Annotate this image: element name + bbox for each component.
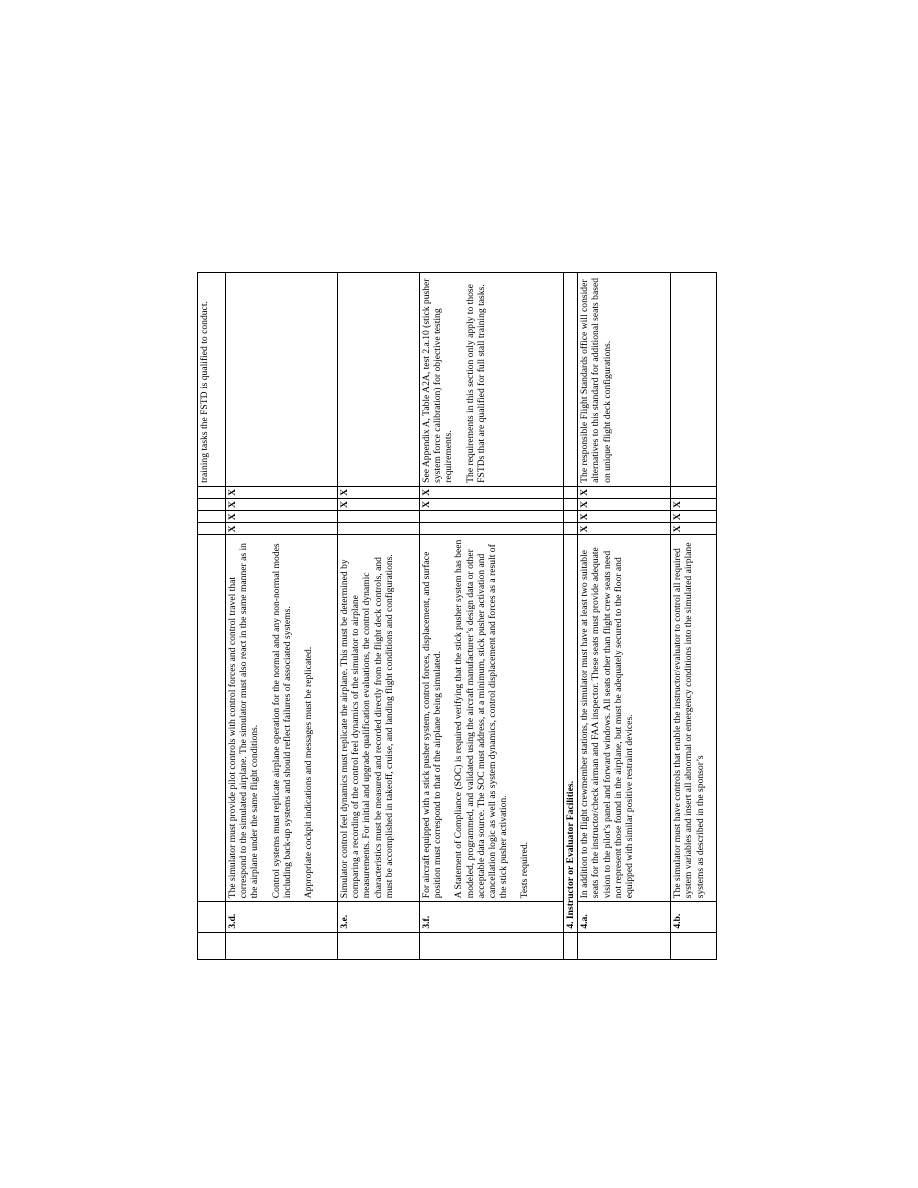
section-empty-cell bbox=[564, 511, 578, 523]
level-mark-4: X bbox=[226, 486, 338, 498]
requirement-paragraph: Simulator control feel dynamics must replicate the airplane. This must be determined by comparing a recording of the control feel dynamics of the simulator to airplane measurements. For initial and upgrade qualification evaluations, the control dynamic characteristics must be measured and recorded directly from the flight deck controls, and must be accomplished in takeoff, cruise, and landing flight conditions and configurations. bbox=[339, 554, 395, 899]
level-mark-4: X bbox=[338, 486, 420, 498]
level-mark-2: X bbox=[671, 511, 717, 523]
requirement-id: 3.d. bbox=[226, 902, 338, 932]
requirement-text bbox=[338, 535, 420, 902]
requirement-row bbox=[671, 273, 717, 960]
level-mark-1: X bbox=[226, 523, 338, 535]
continuation-row bbox=[198, 273, 226, 960]
note-paragraph: The requirements in this section only apply to those FSTDs that are qualified for full stall training tasks. bbox=[464, 284, 487, 483]
requirement-paragraph: For aircraft equipped with a stick pusher system, control forces, displacement, and surface position must correspond to that of the airplane being simulated. bbox=[421, 551, 444, 899]
requirement-id: 4.a. bbox=[578, 902, 671, 932]
level-mark-3: X bbox=[671, 499, 717, 511]
level-mark-1 bbox=[338, 523, 420, 535]
level-mark-2: X bbox=[226, 511, 338, 523]
notes-cell bbox=[226, 273, 338, 487]
level-mark-3: X bbox=[226, 499, 338, 511]
notes-cell bbox=[671, 273, 717, 487]
notes-cell bbox=[338, 273, 420, 487]
requirement-text bbox=[420, 535, 564, 902]
requirement-id: 3.e. bbox=[338, 902, 420, 932]
requirement-row bbox=[420, 273, 564, 960]
row-spacer-cell bbox=[226, 932, 338, 959]
section-title: 4. Instructor or Evaluator Facilities. bbox=[564, 535, 578, 932]
row-spacer-cell bbox=[578, 932, 671, 959]
level-mark-3: X bbox=[578, 499, 671, 511]
level-mark-2 bbox=[338, 511, 420, 523]
requirement-row bbox=[226, 273, 338, 960]
requirement-paragraph: Tests required. bbox=[519, 841, 531, 899]
requirement-id: 3.f. bbox=[420, 902, 564, 932]
section-empty-cell bbox=[564, 486, 578, 498]
section-empty-cell bbox=[564, 523, 578, 535]
note-paragraph: See Appendix A, Table A2A, test 2.a.10 (stick pusher system force calibration) for objective testing requirements. bbox=[421, 278, 455, 483]
level-mark-3: X bbox=[420, 499, 564, 511]
rotated-page bbox=[197, 272, 706, 960]
row-spacer-cell bbox=[564, 932, 578, 959]
level-mark-1: X bbox=[671, 523, 717, 535]
level-mark-4: X bbox=[578, 486, 671, 498]
requirement-row bbox=[578, 273, 671, 960]
requirement-paragraph: In addition to the flight crewmember stations, the simulator must have at least two suitable seats for the instructor/check airman and FAA inspector. These seats must provide adequate vision to the pilot’s panel and forward windows. All seats other than flight crew seats need not represent those found in the airplane, but must be adequately secured to the floor and equipped with similar positive restraint devices. bbox=[579, 547, 636, 899]
level-mark-3: X bbox=[338, 499, 420, 511]
requirement-paragraph: The simulator must provide pilot controls with control forces and control travel that correspond to the simulated airplane. The simulator must also react in the same manner as in the airplane under the same flight conditions. bbox=[227, 543, 261, 899]
requirement-paragraph: A Statement of Compliance (SOC) is required verifying that the stick pusher system has been modeled, programmed, and validated using the aircraft manufacturer’s design data or other acceptable data source. The SOC must address, at a minimum, stick pusher activation and cancellation logic as well as system dynamics, control displacement and forces as a result of the stick pusher activation. bbox=[453, 539, 510, 899]
row-spacer-cell bbox=[420, 932, 564, 959]
section-empty-cell bbox=[564, 499, 578, 511]
row-spacer-cell bbox=[671, 932, 717, 959]
level-mark-1: X bbox=[578, 523, 671, 535]
requirement-row bbox=[338, 273, 420, 960]
requirements-table bbox=[197, 272, 717, 960]
level-mark-2: X bbox=[578, 511, 671, 523]
requirement-text bbox=[671, 535, 717, 902]
note-paragraph: The responsible Flight Standards office will consider alternatives to this standard for additional seats based on unique flight deck configurations. bbox=[579, 277, 613, 483]
requirement-id: 4.b. bbox=[671, 902, 717, 932]
requirement-text bbox=[226, 535, 338, 902]
requirements-table-sheet bbox=[197, 272, 706, 960]
requirement-paragraph: Control systems must replicate airplane operation for the normal and any non-normal modes including back-up systems and should reflect failures of associated systems. bbox=[270, 543, 293, 899]
level-mark-2 bbox=[420, 511, 564, 523]
requirement-paragraph: Appropriate cockpit indications and messages must be replicated. bbox=[303, 646, 315, 899]
level-mark-4: X bbox=[420, 486, 564, 498]
notes-cell bbox=[420, 273, 564, 487]
continued-note: training tasks the FSTD is qualified to conduct. bbox=[198, 273, 226, 487]
requirement-paragraph: The simulator must have controls that enable the instructor/evaluator to control all required system variables and insert all abnormal or emergency conditions into the simulated airplane systems as described in the sponsor’s bbox=[672, 542, 706, 899]
notes-cell bbox=[578, 273, 671, 487]
requirement-text bbox=[578, 535, 671, 902]
row-spacer-cell bbox=[338, 932, 420, 959]
level-mark-1 bbox=[420, 523, 564, 535]
section-header-row bbox=[564, 273, 578, 960]
level-mark-4 bbox=[671, 486, 717, 498]
section-empty-cell bbox=[564, 273, 578, 487]
